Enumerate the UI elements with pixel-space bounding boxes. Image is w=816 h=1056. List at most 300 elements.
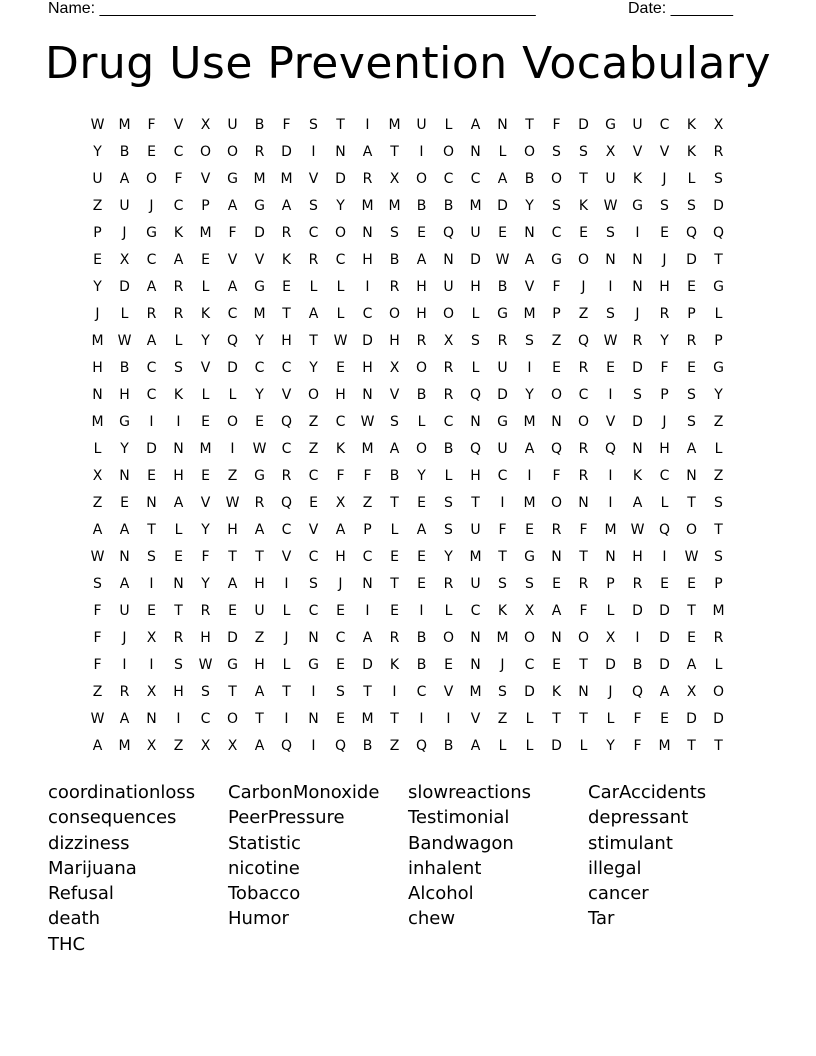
grid-letter: S [444,522,453,538]
word-bank-item: death [48,908,100,930]
grid-letter: S [444,495,453,511]
grid-letter: I [365,603,370,619]
word-bank-item: CarAccidents [588,782,707,803]
word-bank-item: illegal [588,857,642,879]
grid-letter: X [605,144,616,160]
grid-letter: Q [442,225,455,241]
grid-letter: U [605,171,616,187]
grid-letter: H [173,468,184,484]
grid-letter: E [444,657,453,673]
grid-letter: Z [551,333,562,349]
grid-letter: B [416,630,427,646]
grid-letter: W [630,522,645,538]
grid-row [84,734,732,761]
grid-letter: O [550,387,563,403]
grid-letter: A [119,711,130,727]
grid-letter: H [632,549,643,565]
grid-row [84,329,732,356]
grid-letter: W [495,252,510,268]
word-bank-item: depressant [588,807,689,829]
word-search-grid [84,113,732,761]
word-bank-item: stimulant [588,832,673,854]
grid-letter: U [497,360,508,376]
grid-letter: B [497,279,508,295]
grid-row [84,221,732,248]
grid-letter: P [93,225,102,241]
grid-letter: E [687,279,696,295]
grid-letter: G [254,279,265,295]
grid-letter: X [146,684,157,700]
grid-letter: N [632,441,643,457]
grid-letter: F [552,117,561,133]
grid-letter: Z [92,495,103,511]
grid-letter: D [335,171,346,187]
grid-letter: T [525,117,534,133]
grid-letter: S [552,144,561,160]
grid-letter: D [524,684,535,700]
grid-letter: Y [417,468,426,484]
grid-letter: D [362,657,373,673]
grid-letter: Y [201,333,210,349]
grid-letter: I [365,279,370,295]
grid-letter: N [308,630,319,646]
grid-letter: S [714,495,723,511]
grid-letter: S [471,333,480,349]
grid-letter: R [578,576,589,592]
grid-letter: Z [227,468,238,484]
grid-letter: E [417,576,426,592]
grid-letter: N [308,711,319,727]
grid-row [84,572,732,599]
grid-letter: A [119,171,130,187]
grid-letter: I [608,279,613,295]
grid-letter: Z [713,414,724,430]
grid-letter: I [284,711,289,727]
grid-letter: O [523,144,536,160]
grid-row [84,707,732,734]
grid-letter: I [311,144,316,160]
grid-letter: B [416,657,427,673]
grid-row [84,491,732,518]
grid-letter: T [498,549,507,565]
grid-letter: X [524,603,535,619]
grid-letter: H [119,387,130,403]
grid-letter: F [336,468,345,484]
word-bank-item: Tobacco [228,883,301,905]
grid-letter: M [199,441,212,457]
grid-letter: Y [606,738,615,754]
grid-letter: T [579,171,588,187]
word-bank-item: inhalent [408,857,482,879]
grid-letter: R [416,333,427,349]
grid-letter: I [392,684,397,700]
grid-letter: L [525,711,534,727]
grid-row [84,302,732,329]
grid-letter: Z [578,306,589,322]
grid-letter: S [336,684,345,700]
grid-letter: I [122,657,127,673]
grid-letter: M [91,414,104,430]
grid-letter: M [712,603,725,619]
grid-letter: K [686,117,697,133]
grid-letter: I [662,549,667,565]
word-bank-item: Refusal [48,883,114,905]
grid-letter: S [660,198,669,214]
grid-letter: M [523,306,536,322]
grid-letter: A [227,279,238,295]
grid-letter: V [281,549,292,565]
grid-letter: R [713,630,724,646]
grid-letter: S [714,549,723,565]
grid-letter: P [201,198,210,214]
grid-letter: B [524,171,535,187]
grid-letter: S [498,576,507,592]
grid-letter: O [415,441,428,457]
grid-letter: B [443,441,454,457]
grid-letter: M [118,117,131,133]
grid-letter: R [686,333,697,349]
grid-letter: L [282,603,291,619]
grid-letter: Y [525,198,534,214]
grid-letter: H [470,279,481,295]
grid-letter: M [388,117,401,133]
grid-letter: N [578,684,589,700]
grid-letter: S [309,198,318,214]
grid-letter: H [254,576,265,592]
grid-letter: T [147,522,156,538]
grid-letter: A [335,522,346,538]
grid-letter: P [714,576,723,592]
grid-letter: C [335,414,346,430]
grid-letter: D [659,603,670,619]
grid-letter: C [173,144,184,160]
grid-letter: N [470,414,481,430]
grid-letter: X [605,630,616,646]
grid-letter: A [416,252,427,268]
grid-letter: E [336,711,345,727]
grid-letter: Z [389,738,400,754]
grid-letter: Z [713,468,724,484]
grid-letter: I [311,738,316,754]
grid-letter: N [605,252,616,268]
grid-letter: C [470,603,481,619]
grid-letter: T [390,144,399,160]
grid-letter: E [201,414,210,430]
grid-letter: E [120,495,129,511]
grid-letter: L [120,306,129,322]
grid-letter: V [470,711,481,727]
grid-letter: S [174,657,183,673]
grid-letter: R [173,306,184,322]
grid-letter: R [173,630,184,646]
grid-letter: F [201,549,210,565]
grid-letter: O [442,144,455,160]
grid-letter: Z [497,711,508,727]
grid-letter: M [361,198,374,214]
grid-letter: M [496,630,509,646]
grid-letter: T [579,711,588,727]
grid-letter: N [551,414,562,430]
grid-row [84,248,732,275]
grid-letter: E [552,657,561,673]
grid-letter: Y [660,333,669,349]
grid-letter: D [686,252,697,268]
grid-letter: B [119,144,130,160]
grid-letter: D [632,603,643,619]
grid-letter: L [417,414,426,430]
grid-letter: K [497,603,508,619]
grid-letter: K [551,684,562,700]
grid-letter: E [336,603,345,619]
grid-letter: M [199,225,212,241]
grid-letter: N [92,387,103,403]
grid-letter: N [524,225,535,241]
grid-letter: B [389,468,400,484]
grid-letter: B [416,198,427,214]
grid-letter: E [660,576,669,592]
grid-letter: N [146,711,157,727]
grid-letter: E [309,495,318,511]
grid-letter: O [550,171,563,187]
grid-letter: H [254,657,265,673]
grid-letter: X [389,360,400,376]
grid-letter: C [524,657,535,673]
grid-letter: R [389,630,400,646]
grid-letter: R [281,225,292,241]
grid-row [84,518,732,545]
grid-letter: G [227,171,238,187]
grid-letter: Q [658,522,671,538]
grid-letter: Q [415,738,428,754]
grid-row [84,626,732,653]
grid-letter: F [660,360,669,376]
grid-letter: Y [525,387,534,403]
grid-letter: E [498,225,507,241]
grid-letter: R [389,279,400,295]
grid-letter: R [362,171,373,187]
grid-letter: H [470,468,481,484]
grid-letter: Y [444,549,453,565]
grid-letter: S [309,117,318,133]
grid-letter: I [419,603,424,619]
grid-letter: H [335,549,346,565]
grid-letter: B [443,738,454,754]
page-title: Drug Use Prevention Vocabulary [44,38,772,89]
grid-letter: L [660,495,669,511]
grid-letter: R [308,252,319,268]
grid-letter: V [281,387,292,403]
grid-letter: W [603,198,618,214]
grid-letter: F [228,225,237,241]
grid-letter: E [201,252,210,268]
grid-letter: I [500,495,505,511]
grid-letter: E [147,603,156,619]
grid-letter: I [149,576,154,592]
grid-letter: N [146,495,157,511]
grid-letter: E [255,414,264,430]
grid-letter: S [498,684,507,700]
grid-letter: M [388,198,401,214]
grid-letter: F [498,522,507,538]
grid-letter: T [390,576,399,592]
grid-letter: M [91,333,104,349]
word-bank-item: slowreactions [408,782,531,803]
grid-letter: T [714,252,723,268]
grid-letter: U [254,603,265,619]
grid-letter: W [684,549,699,565]
grid-letter: U [119,603,130,619]
grid-letter: H [92,360,103,376]
grid-row [84,356,732,383]
grid-letter: Q [550,441,563,457]
grid-letter: O [388,306,401,322]
grid-letter: S [390,414,399,430]
grid-letter: R [146,306,157,322]
grid-letter: I [446,711,451,727]
grid-letter: U [470,225,481,241]
grid-letter: N [470,657,481,673]
grid-letter: F [174,171,183,187]
grid-letter: E [687,576,696,592]
grid-letter: C [362,549,373,565]
grid-letter: A [551,603,562,619]
grid-letter: C [335,630,346,646]
grid-letter: X [389,171,400,187]
grid-letter: N [362,576,373,592]
grid-letter: E [93,252,102,268]
grid-letter: W [117,333,132,349]
grid-letter: N [470,144,481,160]
grid-letter: V [443,684,454,700]
grid-letter: I [608,387,613,403]
grid-letter: Q [280,738,293,754]
grid-letter: Q [226,333,239,349]
grid-letter: I [176,711,181,727]
grid-letter: B [254,117,265,133]
grid-letter: J [500,657,505,673]
grid-letter: I [527,360,532,376]
grid-letter: X [200,117,211,133]
grid-letter: O [307,387,320,403]
grid-letter: H [362,360,373,376]
grid-letter: W [225,495,240,511]
grid-row [84,275,732,302]
grid-letter: L [282,657,291,673]
grid-letter: O [577,630,590,646]
grid-letter: F [363,468,372,484]
grid-letter: J [284,630,289,646]
grid-letter: B [362,738,373,754]
grid-letter: K [200,306,211,322]
grid-letter: N [362,387,373,403]
grid-letter: J [662,171,667,187]
word-bank-item: THC [48,933,86,955]
grid-letter: D [362,333,373,349]
date-field-line: Date: _______ [628,0,733,17]
grid-letter: X [335,495,346,511]
grid-letter: O [145,171,158,187]
grid-letter: D [659,630,670,646]
grid-row [84,410,732,437]
grid-letter: E [201,468,210,484]
grid-letter: N [632,252,643,268]
grid-letter: Y [714,387,723,403]
grid-letter: P [363,522,372,538]
grid-letter: E [579,225,588,241]
grid-letter: N [470,630,481,646]
grid-letter: V [659,144,670,160]
grid-letter: E [174,549,183,565]
grid-letter: A [92,522,103,538]
grid-letter: F [579,522,588,538]
grid-letter: E [660,225,669,241]
grid-letter: K [173,225,184,241]
grid-letter: R [632,576,643,592]
grid-letter: V [200,171,211,187]
grid-letter: G [605,117,616,133]
word-bank-item: PeerPressure [228,807,345,829]
grid-row [84,194,732,221]
word-bank-item: coordinationloss [48,782,196,803]
grid-letter: C [362,306,373,322]
grid-letter: O [577,252,590,268]
grid-letter: E [687,360,696,376]
grid-letter: L [525,738,534,754]
grid-letter: X [686,684,697,700]
grid-letter: H [416,306,427,322]
grid-letter: S [309,576,318,592]
grid-letter: G [227,657,238,673]
grid-letter: J [635,306,640,322]
grid-letter: C [173,198,184,214]
grid-letter: O [334,225,347,241]
grid-letter: N [443,252,454,268]
grid-letter: L [201,279,210,295]
word-bank-item: dizziness [48,832,130,854]
grid-letter: M [253,306,266,322]
grid-letter: F [579,603,588,619]
grid-letter: J [95,306,100,322]
grid-letter: Q [631,684,644,700]
grid-letter: A [119,576,130,592]
grid-letter: A [659,684,670,700]
grid-letter: C [308,225,319,241]
grid-letter: D [605,657,616,673]
grid-letter: U [119,198,130,214]
grid-letter: E [228,603,237,619]
grid-letter: C [308,603,319,619]
grid-letter: G [119,414,130,430]
grid-letter: C [146,360,157,376]
grid-letter: E [390,603,399,619]
grid-letter: S [93,576,102,592]
grid-letter: Z [92,198,103,214]
grid-letter: T [687,495,696,511]
grid-letter: O [523,630,536,646]
grid-letter: H [362,252,373,268]
grid-letter: D [713,198,724,214]
grid-letter: C [254,360,265,376]
grid-letter: O [685,522,698,538]
grid-letter: D [632,414,643,430]
grid-row [84,437,732,464]
grid-letter: L [228,387,237,403]
grid-letter: M [523,414,536,430]
grid-letter: R [497,333,508,349]
grid-letter: V [173,117,184,133]
grid-letter: U [632,117,643,133]
grid-letter: R [578,468,589,484]
